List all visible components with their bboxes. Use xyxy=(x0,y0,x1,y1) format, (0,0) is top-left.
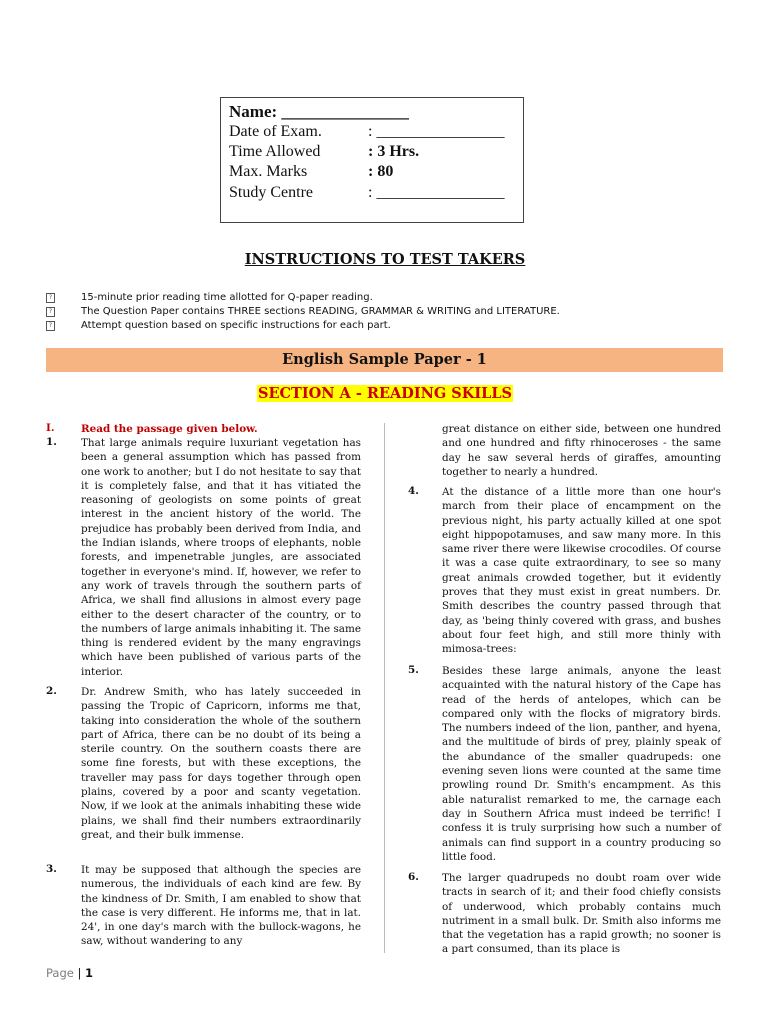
part-number: I. xyxy=(46,422,55,434)
section-title xyxy=(0,385,770,403)
paragraph-number: 4. xyxy=(408,485,419,497)
instruction-text: The Question Paper contains THREE sections READING, GRAMMAR & WRITING and LITERATURE. xyxy=(81,306,560,317)
page-footer xyxy=(46,966,93,980)
paragraph-1 xyxy=(81,436,361,679)
study-centre-value: : ________________ xyxy=(368,184,505,201)
study-centre-label: Study Centre xyxy=(229,184,313,201)
instruction-item xyxy=(46,305,746,319)
paragraph-number: 2. xyxy=(46,685,57,697)
page-separator: | xyxy=(77,966,82,980)
paragraph-3-continued xyxy=(442,422,721,479)
paragraph-number: 6. xyxy=(408,871,419,883)
paragraph-text: The larger quadrupeds no doubt roam over wide tracts in search of it; and their food chiefly consists of underwood, which probably contains much nutriment in a small bulk. Dr. Smith also informs me that the vegetation has a rapid growth; no sooner is a part consumed, than its place is xyxy=(442,872,721,956)
name-label: Name: _______________ xyxy=(229,102,409,121)
max-marks-value: : 80 xyxy=(368,163,394,180)
missing-glyph-icon: ? xyxy=(46,307,55,317)
instruction-text: Attempt question based on specific instructions for each part. xyxy=(81,320,391,331)
paragraph-number: 3. xyxy=(46,863,57,875)
paragraph-number: 1. xyxy=(46,436,57,448)
paragraph-text: At the distance of a little more than one hour's march from their place of encampment on the previous night, his party actually killed at one spot eight hippopotamuses, and saw many more. In this same river there were likewise crocodiles. Of course it was a case quite extraordinary, to see so many great animals crowded together, but it evidently proves that they must exist in great numbers. Dr. Smith describes the country passed through that day, as 'being thinly covered with grass, and bushes about four feet high, and still more thinly with mimosa-trees: xyxy=(442,486,721,656)
column-divider xyxy=(384,423,385,953)
part-heading-block xyxy=(81,422,361,436)
paragraph-4 xyxy=(442,485,721,657)
paper-title-banner: English Sample Paper - 1 xyxy=(46,348,723,372)
date-of-exam-label: Date of Exam. xyxy=(229,123,322,140)
instruction-text: 15-minute prior reading time allotted for Q-paper reading. xyxy=(81,292,373,303)
paragraph-text: great distance on either side, between one hundred and one hundred and fifty rhinoceroses - the same day he saw several herds of giraffes, amounting together to nearly a hundred. xyxy=(442,423,721,478)
part-heading: Read the passage given below. xyxy=(81,423,258,435)
date-of-exam-value: : ________________ xyxy=(368,123,505,140)
section-title-text: SECTION A - READING SKILLS xyxy=(257,385,513,402)
instruction-item xyxy=(46,319,746,333)
paragraph-number: 5. xyxy=(408,664,419,676)
page-label: Page xyxy=(46,966,74,980)
paragraph-text: Besides these large animals, anyone the least acquainted with the natural history of the Cape has read of the herds of antelopes, which can be compared only with the flocks of migratory birds. The numbers indeed of the lion, panther, and hyena, and the multitude of birds of prey, plainly speak of the abundance of the smaller quadrupeds: one evening seven lions were counted at the same time prowling round Dr. Smith's encampment. As this able naturalist remarked to me, the carnage each day in Southern Africa must indeed be terrific! I confess it is truly surprising how such a number of animals can find support in a country producing so little food. xyxy=(442,665,721,863)
page-number: 1 xyxy=(85,966,94,980)
instructions-list xyxy=(46,291,746,333)
paragraph-3 xyxy=(81,863,361,949)
paragraph-5 xyxy=(442,664,721,864)
instructions-title: INSTRUCTIONS TO TEST TAKERS xyxy=(244,251,526,268)
exam-info-box xyxy=(220,97,524,223)
time-allowed-label: Time Allowed xyxy=(229,143,321,160)
paragraph-2 xyxy=(81,685,361,842)
paragraph-text: It may be supposed that although the species are numerous, the individuals of each kind are few. By the kindness of Dr. Smith, I am enabled to show that the case is very different. He informs me, that in lat. 24', in one day's march with the bullock-wagons, he saw, without wandering to any xyxy=(81,864,361,948)
missing-glyph-icon: ? xyxy=(46,321,55,331)
instruction-item xyxy=(46,291,746,305)
paragraph-text: Dr. Andrew Smith, who has lately succeeded in passing the Tropic of Capricorn, informs me that, taking into consideration the whole of the southern part of Africa, there can be no doubt of its being a sterile country. On the southern coasts there are some fine forests, but with these exceptions, the traveller may pass for days together through open plains, covered by a poor and scanty vegetation. Now, if we look at the animals inhabiting these wide plains, we shall find their numbers extraordinarily great, and their bulk immense. xyxy=(81,686,361,841)
missing-glyph-icon: ? xyxy=(46,293,55,303)
paragraph-text: That large animals require luxuriant vegetation has been a general assumption which has passed from one work to another; but I do not hesitate to say that it is completely false, and that it has vitiated the reasoning of geologists on some points of great interest in the ancient history of the world. The prejudice has probably been derived from India, and the Indian islands, where troops of elephants, noble forests, and impenetrable jungles, are associated together in everyone's mind. If, however, we refer to any work of travels through the southern parts of Africa, we shall find allusions in almost every page either to the desert character of the country, or to the numbers of large animals inhabiting it. The same thing is rendered evident by the many engravings which have been published of various parts of the interior. xyxy=(81,437,361,678)
time-allowed-value: : 3 Hrs. xyxy=(368,143,420,160)
max-marks-label: Max. Marks xyxy=(229,163,308,180)
paragraph-6 xyxy=(442,871,721,957)
